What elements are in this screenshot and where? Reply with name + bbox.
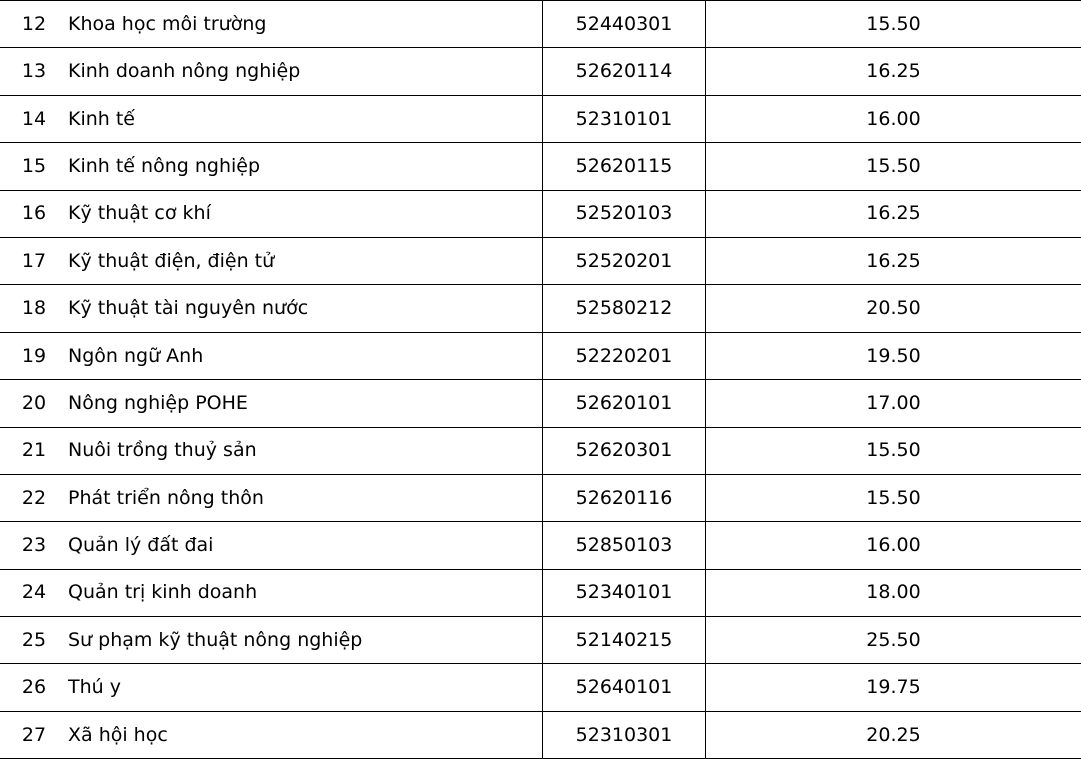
- major-code-cell: 52310301: [543, 711, 706, 758]
- major-name-cell: Khoa học môi trường: [68, 1, 543, 48]
- major-code-cell: 52580212: [543, 285, 706, 332]
- major-code-cell: 52340101: [543, 569, 706, 616]
- table-row: [0, 711, 1081, 758]
- table-row: [0, 143, 1081, 190]
- row-index-cell: 22: [0, 474, 68, 521]
- row-index-cell: 25: [0, 617, 68, 664]
- major-code-cell: 52220201: [543, 332, 706, 379]
- table-body: [0, 1, 1081, 759]
- table-row: [0, 474, 1081, 521]
- major-code-cell: 52520103: [543, 190, 706, 237]
- major-code-cell: 52620101: [543, 380, 706, 427]
- row-index-cell: 13: [0, 48, 68, 95]
- major-name-cell: Phát triển nông thôn: [68, 474, 543, 521]
- row-index-cell: 14: [0, 95, 68, 142]
- benchmark-score-cell: 15.50: [706, 474, 1081, 521]
- row-index-cell: 23: [0, 522, 68, 569]
- row-index-cell: 20: [0, 380, 68, 427]
- row-index-cell: 15: [0, 143, 68, 190]
- benchmark-score-cell: 20.25: [706, 711, 1081, 758]
- benchmark-score-cell: 16.00: [706, 95, 1081, 142]
- table-row: [0, 522, 1081, 569]
- major-code-cell: 52140215: [543, 617, 706, 664]
- major-code-cell: 52620114: [543, 48, 706, 95]
- major-code-cell: 52440301: [543, 1, 706, 48]
- row-index-cell: 19: [0, 332, 68, 379]
- major-name-cell: Kinh tế nông nghiệp: [68, 143, 543, 190]
- major-name-cell: Quản trị kinh doanh: [68, 569, 543, 616]
- row-index-cell: 12: [0, 1, 68, 48]
- table-row: [0, 190, 1081, 237]
- table-row: [0, 48, 1081, 95]
- benchmark-score-cell: 16.25: [706, 48, 1081, 95]
- major-name-cell: Sư phạm kỹ thuật nông nghiệp: [68, 617, 543, 664]
- major-code-cell: 52620301: [543, 427, 706, 474]
- benchmark-score-cell: 15.50: [706, 143, 1081, 190]
- row-index-cell: 26: [0, 664, 68, 711]
- benchmark-score-cell: 16.00: [706, 522, 1081, 569]
- major-code-cell: 52620116: [543, 474, 706, 521]
- major-name-cell: Kỹ thuật tài nguyên nước: [68, 285, 543, 332]
- table-row: [0, 664, 1081, 711]
- row-index-cell: 27: [0, 711, 68, 758]
- table-row: [0, 380, 1081, 427]
- table-row: [0, 332, 1081, 379]
- major-name-cell: Kỹ thuật điện, điện tử: [68, 237, 543, 284]
- row-index-cell: 16: [0, 190, 68, 237]
- table-row: [0, 617, 1081, 664]
- major-name-cell: Nông nghiệp POHE: [68, 380, 543, 427]
- benchmark-score-cell: 15.50: [706, 1, 1081, 48]
- table-row: [0, 569, 1081, 616]
- benchmark-score-cell: 18.00: [706, 569, 1081, 616]
- major-code-cell: 52310101: [543, 95, 706, 142]
- major-code-cell: 52620115: [543, 143, 706, 190]
- major-name-cell: Kinh tế: [68, 95, 543, 142]
- benchmark-score-cell: 20.50: [706, 285, 1081, 332]
- major-code-cell: 52640101: [543, 664, 706, 711]
- major-name-cell: Xã hội học: [68, 711, 543, 758]
- row-index-cell: 18: [0, 285, 68, 332]
- table-row: [0, 285, 1081, 332]
- table-row: [0, 427, 1081, 474]
- major-name-cell: Kỹ thuật cơ khí: [68, 190, 543, 237]
- table-row: [0, 95, 1081, 142]
- row-index-cell: 24: [0, 569, 68, 616]
- row-index-cell: 21: [0, 427, 68, 474]
- benchmark-score-cell: 19.50: [706, 332, 1081, 379]
- benchmark-score-cell: 16.25: [706, 190, 1081, 237]
- benchmark-score-cell: 17.00: [706, 380, 1081, 427]
- benchmark-score-cell: 19.75: [706, 664, 1081, 711]
- major-name-cell: Kinh doanh nông nghiệp: [68, 48, 543, 95]
- benchmark-score-cell: 16.25: [706, 237, 1081, 284]
- benchmark-score-cell: 15.50: [706, 427, 1081, 474]
- major-name-cell: Ngôn ngữ Anh: [68, 332, 543, 379]
- major-name-cell: Quản lý đất đai: [68, 522, 543, 569]
- table-row: [0, 1, 1081, 48]
- row-index-cell: 17: [0, 237, 68, 284]
- major-name-cell: Thú y: [68, 664, 543, 711]
- major-code-cell: 52850103: [543, 522, 706, 569]
- major-name-cell: Nuôi trồng thuỷ sản: [68, 427, 543, 474]
- major-code-cell: 52520201: [543, 237, 706, 284]
- table-row: [0, 237, 1081, 284]
- benchmark-score-cell: 25.50: [706, 617, 1081, 664]
